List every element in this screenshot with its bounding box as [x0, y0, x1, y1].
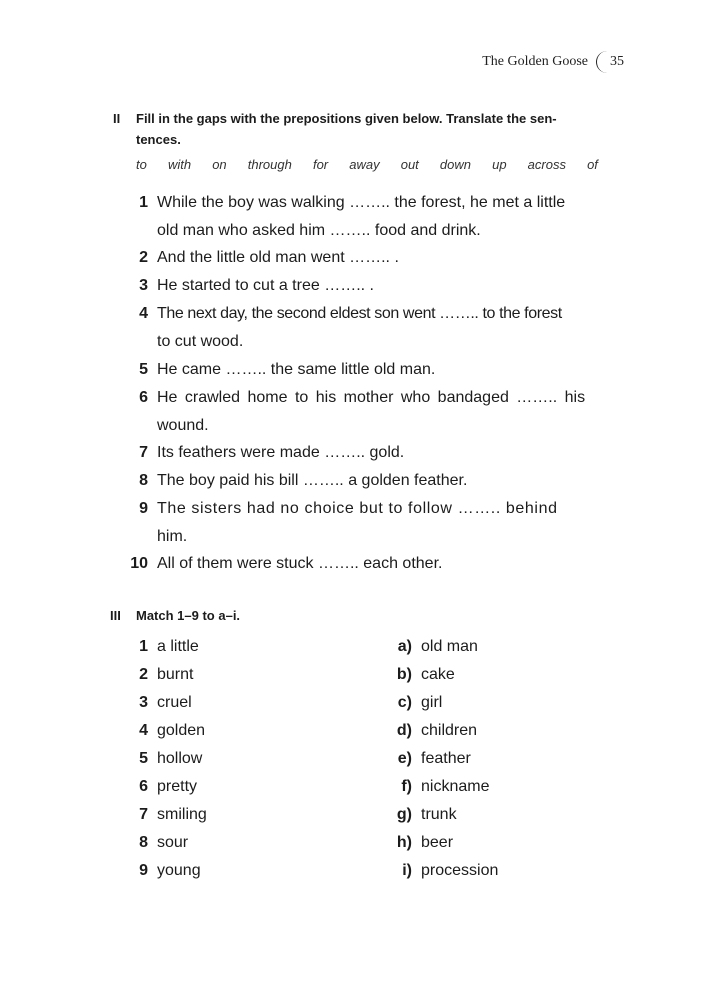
preposition: on [212, 157, 227, 172]
match-right-letter: h) [396, 834, 412, 851]
header-title: The Golden Goose [482, 54, 588, 69]
item-text-line-1: While the boy was walking …….. the forest, he met a little [157, 194, 566, 211]
match-left-number: 8 [139, 834, 148, 851]
match-left-number: 3 [139, 694, 148, 711]
match-right-text: trunk [421, 806, 457, 823]
preposition: away [349, 157, 380, 172]
match-left-text: a little [157, 638, 199, 655]
item-text-line-1: The boy paid his bill …….. a golden feather. [157, 472, 468, 489]
item-number: 5 [139, 361, 148, 378]
match-left-text: burnt [157, 666, 194, 683]
match-row [0, 745, 702, 773]
section-2-number: II [113, 111, 121, 126]
match-right-letter: a) [397, 638, 412, 655]
match-right-text: old man [421, 638, 478, 655]
item-number: 3 [139, 277, 148, 294]
match-left-number: 6 [139, 778, 148, 795]
match-right-text: girl [421, 694, 443, 711]
preposition: of [587, 157, 598, 172]
preposition-list [136, 157, 598, 172]
item-number: 9 [139, 500, 148, 517]
match-right-text: children [421, 722, 478, 739]
preposition: with [167, 157, 192, 172]
header-arc-ornament [596, 51, 607, 73]
match-left-number: 1 [139, 638, 148, 655]
preposition: up [492, 157, 507, 172]
match-right-letter: e) [397, 750, 412, 767]
item-text-line-1: He came …….. the same little old man. [157, 361, 436, 378]
match-right-text: nickname [421, 778, 490, 795]
match-left-number: 9 [139, 862, 148, 879]
match-right-text: beer [421, 834, 454, 851]
match-row [0, 661, 702, 689]
item-text-line-2: him. [157, 528, 188, 545]
match-left-text: pretty [157, 778, 198, 795]
item-number: 2 [139, 249, 148, 266]
item-text-line-1: He crawled home to his mother who bandaged …….. his [157, 389, 586, 406]
match-right-letter: b) [396, 666, 412, 683]
item-number: 7 [139, 444, 148, 461]
match-right-letter: i) [402, 862, 412, 879]
match-left-number: 7 [139, 806, 148, 823]
item-text-line-2: old man who asked him …….. food and drink. [157, 222, 481, 239]
match-left-text: sour [157, 834, 189, 851]
match-right-text: procession [421, 862, 499, 879]
match-right-letter: c) [397, 694, 412, 711]
match-left-text: smiling [157, 806, 207, 823]
item-text-line-1: The sisters had no choice but to follow …….. behind [157, 500, 558, 517]
match-left-number: 4 [139, 722, 148, 739]
match-left-text: golden [157, 722, 206, 739]
item-text-line-1: And the little old man went …….. . [157, 249, 399, 266]
match-right-letter: g) [396, 806, 412, 823]
match-row [0, 689, 702, 717]
item-number: 6 [139, 389, 148, 406]
item-text-line-2: to cut wood. [157, 333, 244, 350]
preposition: to [136, 157, 147, 172]
item-text-line-1: He started to cut a tree …….. . [157, 277, 374, 294]
match-row [0, 801, 702, 829]
match-row [0, 829, 702, 857]
match-row [0, 633, 702, 661]
preposition: down [439, 157, 471, 172]
match-left-number: 5 [139, 750, 148, 767]
section-3-instruction: Match 1–9 to a–i. [136, 608, 241, 623]
match-right-text: feather [421, 750, 471, 767]
item-text-line-1: Its feathers were made …….. gold. [157, 444, 405, 461]
match-row [0, 857, 702, 885]
item-text-line-1: All of them were stuck …….. each other. [157, 555, 443, 572]
preposition: through [247, 157, 292, 172]
section-3-number: III [110, 608, 121, 623]
match-row [0, 717, 702, 745]
preposition: across [527, 157, 566, 172]
match-left-text: hollow [157, 750, 203, 767]
item-text-line-1: The next day, the second eldest son went …….. to the forest [157, 305, 562, 322]
match-right-letter: f) [401, 778, 412, 795]
match-right-letter: d) [396, 722, 412, 739]
preposition: out [400, 157, 419, 172]
item-number: 1 [139, 194, 148, 211]
match-row [0, 773, 702, 801]
match-right-text: cake [421, 666, 455, 683]
section-2-instruction-line-2: tences. [136, 132, 181, 147]
item-number: 4 [139, 305, 148, 322]
section-2-instruction [136, 108, 606, 150]
item-text-line-2: wound. [157, 417, 209, 434]
item-number: 10 [130, 555, 148, 572]
match-left-number: 2 [139, 666, 148, 683]
section-2-instruction-line-1: Fill in the gaps with the prepositions given below. Translate the sen- [136, 111, 557, 126]
running-header [482, 50, 624, 74]
match-left-text: cruel [157, 694, 192, 711]
page-number: 35 [610, 54, 624, 69]
item-number: 8 [139, 472, 148, 489]
match-left-text: young [157, 862, 201, 879]
preposition: for [312, 157, 329, 172]
